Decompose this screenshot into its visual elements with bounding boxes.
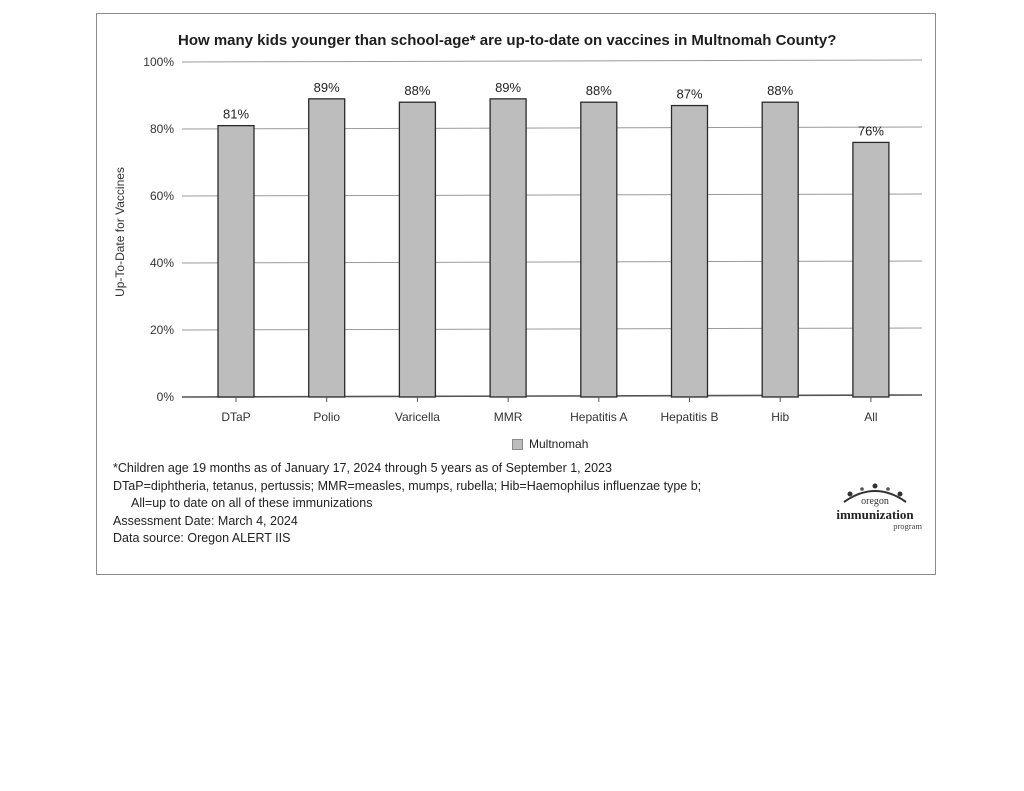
footnote-abbreviations: DTaP=diphtheria, tetanus, pertussis; MMR=measles, mumps, rubella; Hib=Haemophilus influenzae type b; bbox=[113, 478, 702, 493]
x-tick-label: Hepatitis A bbox=[570, 410, 628, 424]
logo-immunization: immunization bbox=[836, 507, 914, 522]
y-tick-label: 20% bbox=[149, 323, 174, 337]
footnote-age-range: *Children age 19 months as of January 17, 2024 through 5 years as of September 1, 2023 bbox=[113, 461, 612, 475]
bar-value-label: 88% bbox=[404, 83, 431, 99]
y-tick-label: 40% bbox=[149, 256, 174, 270]
bar-value-label: 89% bbox=[313, 79, 340, 95]
y-tick-label: 100% bbox=[143, 55, 174, 69]
bar-hepatitis-b bbox=[672, 106, 708, 397]
gridline bbox=[182, 328, 922, 330]
y-tick-label: 60% bbox=[149, 189, 174, 203]
bar-hepatitis-a bbox=[581, 102, 617, 397]
legend-label: Multnomah bbox=[529, 437, 589, 451]
logo-program: program bbox=[893, 521, 922, 531]
bar-value-label: 88% bbox=[767, 83, 794, 99]
assessment-date: Assessment Date: March 4, 2024 bbox=[113, 513, 298, 528]
gridline bbox=[182, 127, 922, 129]
bar-mmr bbox=[490, 99, 526, 397]
logo-oregon: oregon bbox=[861, 496, 889, 507]
bars bbox=[218, 99, 889, 397]
x-tick-label: Hib bbox=[771, 410, 790, 424]
x-tick-label: Polio bbox=[313, 410, 341, 424]
footnotes bbox=[113, 460, 701, 548]
legend bbox=[512, 437, 588, 451]
footnote-all-definition: All=up to date on all of these immunizations bbox=[131, 496, 373, 510]
chart-title: How many kids younger than school-age* are up-to-date on vaccines in Multnomah County? bbox=[178, 32, 837, 49]
data-source: Data source: Oregon ALERT IIS bbox=[113, 531, 291, 545]
x-axis-baseline bbox=[182, 395, 922, 397]
bar-all bbox=[853, 142, 889, 397]
x-tick-label: All bbox=[864, 410, 878, 424]
gridlines bbox=[182, 60, 922, 397]
y-axis-ticks bbox=[143, 55, 174, 404]
gridline bbox=[182, 261, 922, 263]
bar-value-label: 89% bbox=[495, 79, 522, 95]
y-tick-label: 0% bbox=[156, 390, 174, 404]
bar-value-label: 87% bbox=[676, 86, 703, 102]
oregon-immunization-logo bbox=[826, 482, 924, 532]
bar-varicella bbox=[399, 102, 435, 397]
bar-polio bbox=[309, 99, 345, 397]
gridline bbox=[182, 60, 922, 62]
x-axis-ticks bbox=[221, 397, 877, 424]
bar-dtap bbox=[218, 126, 254, 397]
legend-swatch bbox=[512, 439, 523, 450]
x-tick-label: MMR bbox=[493, 410, 523, 424]
bar-value-label: 81% bbox=[222, 106, 250, 122]
y-tick-label: 80% bbox=[149, 122, 174, 136]
x-tick-label: Varicella bbox=[394, 410, 440, 424]
y-axis-label: Up-To-Date for Vaccines bbox=[113, 167, 127, 297]
bar-value-label: 76% bbox=[857, 123, 884, 139]
x-tick-label: DTaP bbox=[221, 410, 251, 424]
gridline bbox=[182, 194, 922, 196]
bar-value-label: 88% bbox=[585, 83, 612, 99]
x-tick-label: Hepatitis B bbox=[660, 410, 719, 424]
bar-hib bbox=[762, 102, 798, 397]
